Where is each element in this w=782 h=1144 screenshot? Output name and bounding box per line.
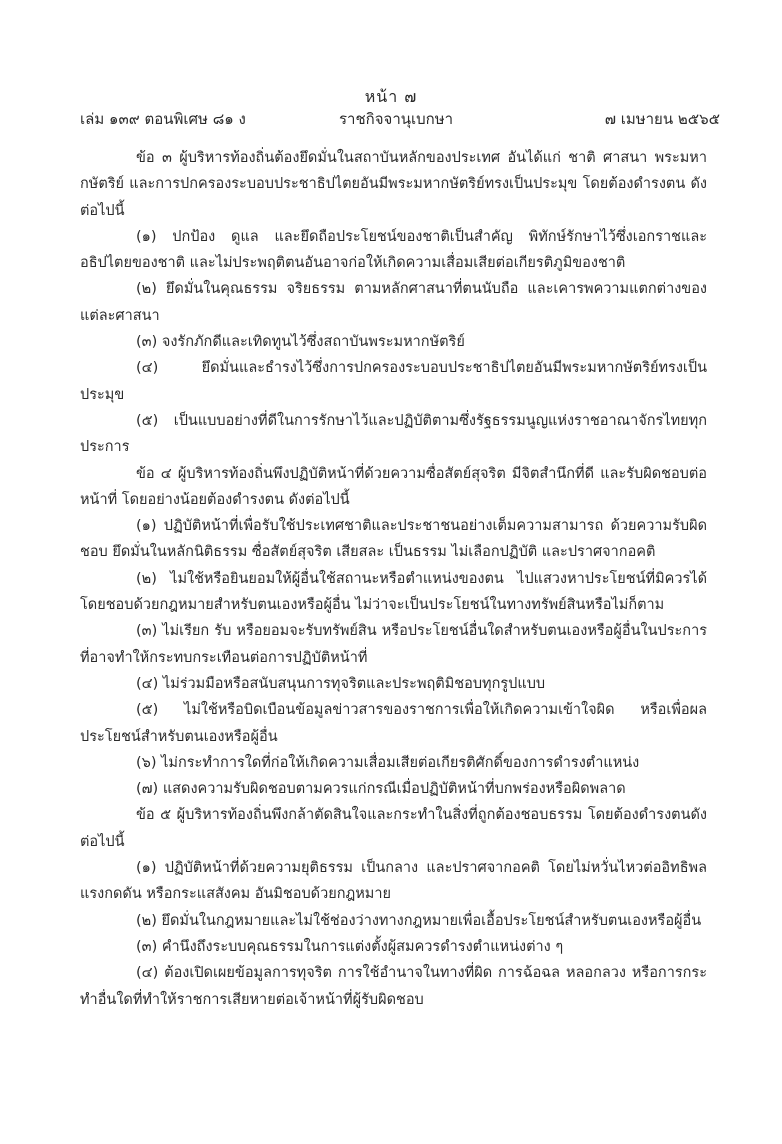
- clause-3-item-5: (๕) เป็นแบบอย่างที่ดีในการรักษาไว้และปฏิบัติตามซึ่งรัฐธรรมนูญแห่งราชอาณาจักรไทยทุกประการ: [80, 412, 707, 456]
- clause-3-item-2: (๒) ยึดมั่นในคุณธรรม จริยธรรม ตามหลักศาสนาที่ตนนับถือ และเคารพความแตกต่างของแต่ละศาสนา: [80, 281, 707, 324]
- clause-4-item-3: (๓) ไม่เรียก รับ หรือยอมจะรับทรัพย์สิน หรือประโยชน์อื่นใดสำหรับตนเองหรือผู้อื่นในประการที่อาจทำให้กระทบกระเทือนต่อการปฏิบัติหน้าที่: [80, 623, 707, 666]
- clause-4: ข้อ ๔ ผู้บริหารท้องถิ่นพึงปฏิบัติหน้าที่ด้วยความซื่อสัตย์สุจริต มีจิตสำนึกที่ดี และรับผิดชอบต่อหน้าที่ โดยอย่างน้อยต้องดำรงตน ดังต่อไปนี้: [80, 465, 707, 508]
- clause-5-item-2: (๒) ยึดมั่นในกฎหมายและไม่ใช้ช่องว่างทางกฎหมายเพื่อเอื้อประโยชน์สำหรับตนเองหรือผู้อื่น: [136, 912, 702, 929]
- clause-3-item-3: (๓) จงรักภักดีและเทิดทูนไว้ซึ่งสถาบันพระมหากษัตริย์: [136, 334, 465, 351]
- clause-4-item-4: (๔) ไม่ร่วมมือหรือสนับสนุนการทุจริตและประพฤติมิชอบทุกรูปแบบ: [136, 675, 546, 692]
- volume-info: เล่ม ๑๓๙ ตอนพิเศษ ๘๑ ง: [80, 110, 246, 128]
- clause-4-item-7: (๗) แสดงความรับผิดชอบตามควรแก่กรณีเมื่อปฏิบัติหน้าที่บกพร่องหรือผิดพลาด: [136, 781, 626, 798]
- clause-5-item-3: (๓) คำนึงถึงระบบคุณธรรมในการแต่งตั้งผู้สมควรดำรงตำแหน่งต่าง ๆ: [136, 938, 564, 955]
- clause-4-item-5: (๕) ไม่ใช้หรือบิดเบือนข้อมูลข่าวสารของราชการเพื่อให้เกิดความเข้าใจผิด หรือเพื่อผลประโยชน์สำหรับตนเองหรือผู้อื่น: [80, 702, 707, 745]
- document-body: [80, 145, 707, 1013]
- clause-5-item-4: (๔) ต้องเปิดเผยข้อมูลการทุจริต การใช้อำนาจในทางที่ผิด การฉ้อฉล หลอกลวง หรือการกระทำอื่นใดที่ทำให้ราชการเสียหายต่อเจ้าหน้าที่ผู้รับผิดชอบ: [80, 965, 707, 1008]
- clause-4-item-2: (๒) ไม่ใช้หรือยินยอมให้ผู้อื่นใช้สถานะหรือตำแหน่งของตน ไปแสวงหาประโยชน์ที่มิควรได้โดยชอบด้วยกฎหมายสำหรับตนเองหรือผู้อื่น ไม่ว่าจะเป็นประโยชน์ในทางทรัพย์สินหรือไม่ก็ตาม: [80, 570, 707, 614]
- page-number: หน้า ๗: [364, 87, 418, 106]
- clause-3-item-1: (๑) ปกป้อง ดูแล และยึดถือประโยชน์ของชาติเป็นสำคัญ พิทักษ์รักษาไว้ซึ่งเอกราชและอธิปไตยของชาติ และไม่ประพฤติตนอันอาจก่อให้เกิดความเสื่อมเสียต่อเกียรติภูมิของชาติ: [80, 228, 707, 272]
- clause-4-item-1: (๑) ปฏิบัติหน้าที่เพื่อรับใช้ประเทศชาติและประชาชนอย่างเต็มความสามารถ ด้วยความรับผิดชอบ ยึดมั่นในหลักนิติธรรม ซื่อสัตย์สุจริต เสียสละ เป็นธรรม ไม่เลือกปฏิบัติ และปราศจากอคติ: [80, 518, 707, 561]
- publication-date: ๗ เมษายน ๒๕๖๕: [604, 110, 720, 128]
- clause-4-item-6: (๖) ไม่กระทำการใดที่ก่อให้เกิดความเสื่อมเสียต่อเกียรติศักดิ์ของการดำรงตำแหน่ง: [136, 754, 640, 771]
- clause-5-item-1: (๑) ปฏิบัติหน้าที่ด้วยความยุติธรรม เป็นกลาง และปราศจากอคติ โดยไม่หวั่นไหวต่ออิทธิพลแรงกดดัน หรือกระแสสังคม อันมิชอบด้วยกฎหมาย: [80, 860, 707, 903]
- clause-3: ข้อ ๓ ผู้บริหารท้องถิ่นต้องยึดมั่นในสถาบันหลักของประเทศ อันได้แก่ ชาติ ศาสนา พระมหากษัตริย์ และการปกครองระบอบประชาธิปไตยอันมีพระมหากษัตริย์ทรงเป็นประมุข โดยต้องดำรงตน ดังต่อไปนี้: [80, 150, 707, 219]
- gazette-title: ราชกิจจานุเบกษา: [339, 110, 454, 128]
- gazette-header: [80, 108, 720, 130]
- clause-5: ข้อ ๕ ผู้บริหารท้องถิ่นพึงกล้าตัดสินใจและกระทำในสิ่งที่ถูกต้องชอบธรรม โดยต้องดำรงตนดังต่อไปนี้: [80, 807, 707, 850]
- clause-3-item-4: (๔) ยึดมั่นและธำรงไว้ซึ่งการปกครองระบอบประชาธิปไตยอันมีพระมหากษัตริย์ทรงเป็นประมุข: [80, 360, 707, 403]
